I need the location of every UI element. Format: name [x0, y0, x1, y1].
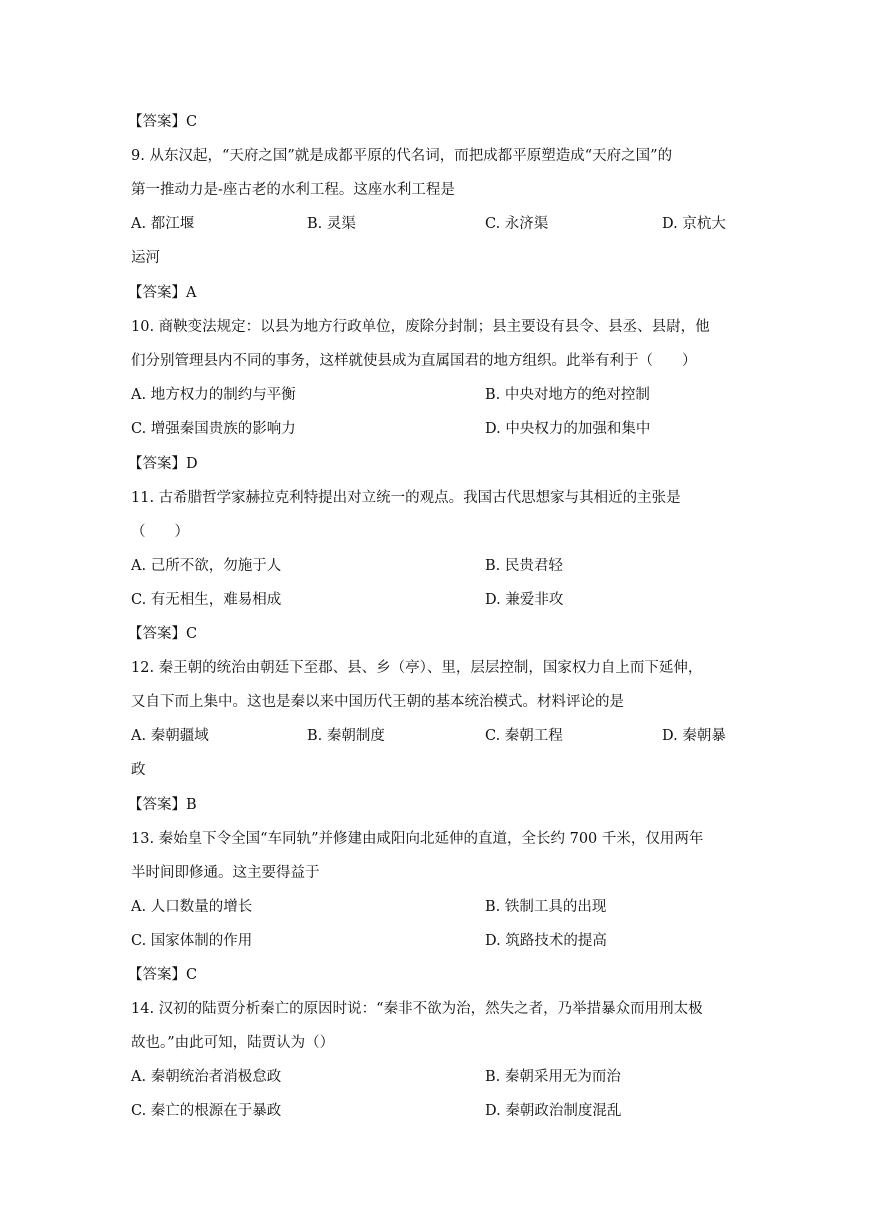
answer-line: 【答案】C	[128, 114, 198, 130]
option-d: D. 筑路技术的提高	[485, 933, 607, 949]
option-a: A. 己所不欲，勿施于人	[131, 558, 282, 574]
option-c: C. 有无相生，难易相成	[131, 592, 282, 608]
option-a: A. 秦朝统治者消极怠政	[131, 1069, 282, 1085]
option-d: D. 中央权力的加强和集中	[485, 421, 651, 437]
question-stem: 半时间即修通。这主要得益于	[131, 865, 320, 881]
option-a: A. 都江堰	[131, 216, 195, 232]
question-stem: 12. 秦王朝的统治由朝廷下至郡、县、乡（亭）、里，层层控制，国家权力自上而下延伸，	[131, 660, 703, 676]
question-stem: 又自下而上集中。这也是秦以来中国历代王朝的基本统治模式。材料评论的是	[131, 694, 624, 710]
question-stem: 故也。”由此可知，陆贾认为（）	[131, 1035, 335, 1051]
option-d: D. 兼爱非攻	[485, 592, 564, 608]
option-d-wrap: 政	[131, 762, 146, 778]
option-c: C. 国家体制的作用	[131, 933, 253, 949]
question-stem: 第一推动力是-座古老的水利工程。这座水利工程是	[131, 182, 455, 198]
answer-line: 【答案】C	[128, 967, 198, 983]
answer-line: 【答案】B	[128, 797, 197, 813]
question-stem: 14. 汉初的陆贾分析秦亡的原因时说：“秦非不欲为治，然失之者，乃举措暴众而用刑太极	[131, 1001, 703, 1017]
question-stem: 们分别管理县内不同的事务，这样就使县成为直属国君的地方组织。此举有利于（ ）	[131, 353, 697, 369]
option-b: B. 铁制工具的出现	[485, 899, 607, 915]
option-c: C. 永济渠	[485, 216, 549, 232]
option-b: B. 中央对地方的绝对控制	[485, 387, 650, 403]
option-d: D. 秦朝暴	[662, 728, 726, 744]
option-c: C. 增强秦国贵族的影响力	[131, 421, 296, 437]
option-a: A. 人口数量的增长	[131, 899, 253, 915]
option-c: C. 秦朝工程	[485, 728, 563, 744]
option-b: B. 民贵君轻	[485, 558, 563, 574]
answer-line: 【答案】A	[128, 285, 197, 301]
option-a: A. 地方权力的制约与平衡	[131, 387, 296, 403]
option-d: D. 京杭大	[662, 216, 726, 232]
option-b: B. 灵渠	[307, 216, 356, 232]
question-stem: （ ）	[131, 524, 189, 540]
question-stem: 10. 商鞅变法规定：以县为地方行政单位，废除分封制；县主要设有县令、县丞、县尉，他	[131, 319, 710, 335]
option-c: C. 秦亡的根源在于暴政	[131, 1103, 282, 1119]
question-stem: 11. 古希腊哲学家赫拉克利特提出对立统一的观点。我国古代思想家与其相近的主张是	[131, 490, 681, 506]
question-stem: 13. 秦始皇下令全国“车同轨”并修建由咸阳向北延伸的直道，全长约 700 千米，仅用两年	[131, 831, 704, 847]
option-a: A. 秦朝疆域	[131, 728, 209, 744]
answer-line: 【答案】D	[128, 456, 198, 472]
option-d: D. 秦朝政治制度混乱	[485, 1103, 622, 1119]
option-d-wrap: 运河	[131, 250, 160, 266]
option-b: B. 秦朝采用无为而治	[485, 1069, 621, 1085]
question-stem: 9. 从东汉起，“天府之国”就是成都平原的代名词，而把成都平原塑造成“天府之国”的	[131, 148, 673, 164]
option-b: B. 秦朝制度	[307, 728, 385, 744]
answer-line: 【答案】C	[128, 626, 198, 642]
